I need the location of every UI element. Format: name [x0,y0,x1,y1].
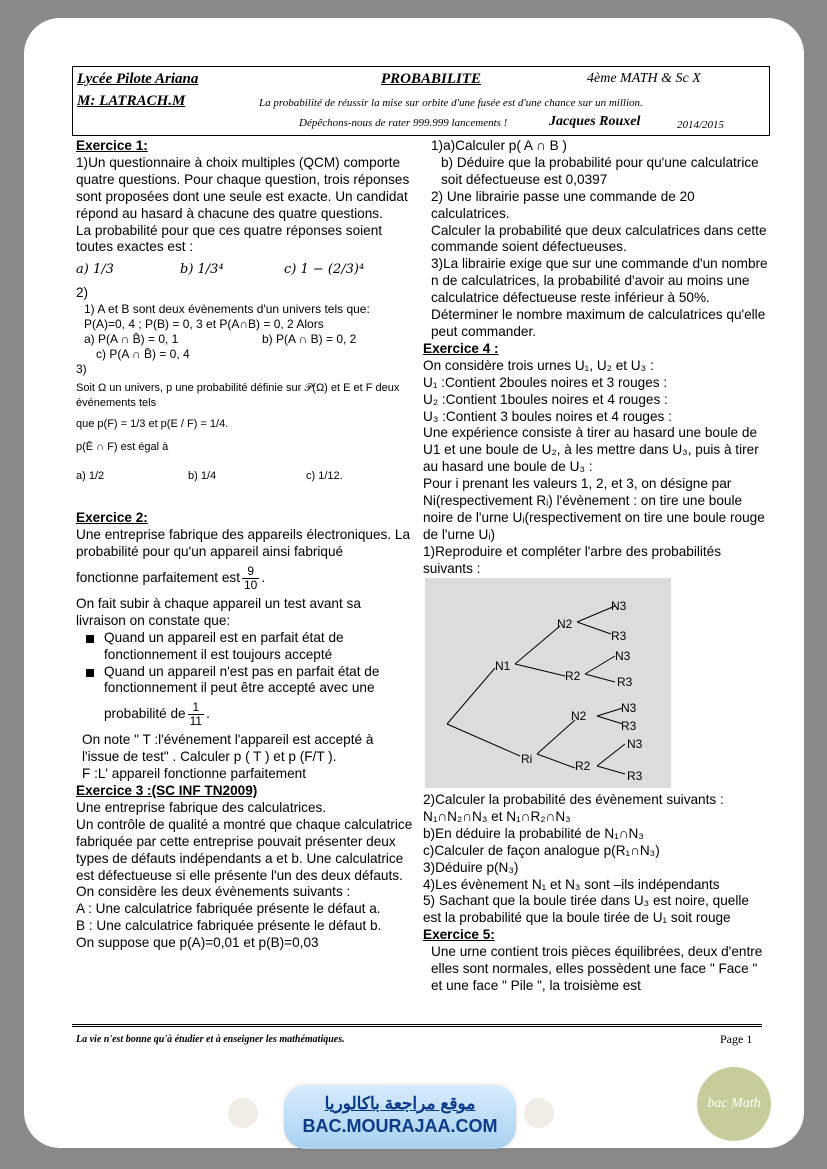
ex2-prob-text: probabilité de [104,706,186,722]
ex2-p1: Une entreprise fabrique des appareils électroniques. La probabilité pour qu'un appareil ainsi fabriqué [76,527,411,559]
ex1-q3-option-b: b) 1/4 [188,470,217,483]
ex1-option-a: a) 1/3 [76,262,114,278]
ex2-bullet-1-text: Quand un appareil est en parfait état de fonctionnement il est toujours accepté [104,629,344,662]
subject-title: PROBABILITE [381,71,482,87]
ex2-fraction-9-10 [242,565,259,592]
document-header [72,66,770,136]
ex1-q2-label: 2) [76,285,89,301]
tree-leaf-7: N3 [627,737,643,751]
ex4-u2: U₂ :Contient 1boules noires et 4 rouges : [423,391,668,407]
ex1-q1-options [76,262,414,279]
teacher-name: M: LATRACH.M [77,93,186,109]
fraction-numerator: 1 [188,701,204,715]
ex1-q3-text: Soit Ω un univers, p une probabilité définie sur 𝒫(Ω) et E et F deux événements tels [76,382,400,410]
left-column [76,138,414,952]
school-year: 2014/2015 [677,119,725,131]
right-column [423,138,768,578]
class-level: 4ème MATH & Sc X [587,71,701,86]
footer-motto: La vie n'est bonne qu'à étudier et à enseigner les mathématiques. [76,1034,345,1045]
ex4-q4: 4)Les évènement N₁ et N₃ sont –ils indépendants [423,876,720,892]
ex1-q1-prompt: La probabilité pour que ces quatre réponses soient toutes exactes est : [76,222,383,255]
tree-leaf-5: N3 [621,701,637,715]
exercise-2-title: Exercice 2: [76,510,148,526]
ex1-q2-options [76,332,414,347]
ex3-p4: A : Une calculatrice fabriquée présente le défaut a. [76,901,381,917]
ex3-q1b: b) Déduire que la probabilité pour qu'une calculatrice soit défectueuse est 0,0397 [441,154,759,187]
ex2-p3: On fait subir à chaque appareil un test avant sa livraison on constate que: [76,595,361,628]
ex1-q3-label: 3) [76,362,87,377]
site-url: BAC.MOURAJAA.COM [302,1116,498,1136]
tree-leaf-4: R3 [617,675,633,689]
site-name-arabic: موقع مراجعة باكالوريا [324,1094,476,1113]
tree-node-n2-top: N2 [557,617,573,631]
fraction-denominator: 10 [243,577,258,592]
ex1-q3-values: que p(F) = 1/3 et p(E / F) = 1/4. [76,418,229,431]
ex3-p1: Une entreprise fabrique des calculatrices. [76,799,327,815]
ex4-u3: U₃ :Contient 3 boules noires et 4 rouges : [423,408,672,424]
ex2-bullet-2-prob: probabilité de $\frac{1}{11}$ . [104,700,210,729]
ex3-q2b: Calculer la probabilité que deux calculatrices dans cette commande soient défectueuses. [431,222,767,255]
ex2-bullet-1 [76,630,414,664]
tree-node-ri: Ri [521,752,533,766]
ex5-p1: Une urne contient trois pièces équilibrées, deux d'entre elles sont normales, elles possèdent une face " Face " et une face " Pile ", la troisième est [431,944,763,993]
ex1-q2-text: 1) A et B sont deux évènements d'un univers tels que: [84,302,370,317]
ex4-p1: On considère trois urnes U₁, U₂ et U₃ : [423,357,654,373]
ex1-option-b: b) 1/3⁴ [180,262,224,278]
right-column-lower [423,792,768,995]
ex1-q2-option-c: c) P(A ∩ B̄) = 0, 4 [96,347,190,362]
ex4-p2: Une expérience consiste à tirer au hasard une boule de U1 et une boule de U₂, à les mettre dans U₃, puis à tirer au hasard une boule de U₃ : [423,425,759,475]
tree-node-r2-bottom: R2 [575,759,591,773]
tree-leaf-1: N3 [611,599,627,613]
ex3-p5: B : Une calculatrice fabriquée présente le défaut b. [76,918,382,934]
ex1-q3-option-a: a) 1/2 [76,470,105,483]
ex3-p3: On considère les deux évènements suivants : [76,884,351,900]
ex1-q2-values: P(A)=0, 4 ; P(B) = 0, 3 et P(A∩B) = 0, 2 Alors [84,317,324,332]
square-bullet-icon [86,635,94,643]
ex3-q3: 3)La librairie exige que sur une commande d'un nombre n de calculatrices, la probabilité d'avoir au moins une calculatrice défectueuse reste inférieur à 50%. Déterminer le nombre maximum de calculatrices qu'elle peut commander. [431,256,768,339]
tree-node-n1: N1 [495,659,511,673]
ex1-q3-prompt: p(Ē ∩ F) est égal à [76,441,169,454]
ex4-u1: U₁ :Contient 2boules noires et 3 rouges : [423,374,668,390]
ex2-p2: fonctionne parfaitement est $\frac{9}{10}$ . [76,563,266,592]
ex1-q1-text: 1)Un questionnaire à choix multiples (QCM) comporte quatre questions. Pour chaque question, trois réponses sont proposées dont une seule est exacte. Un candidat répond au hasard à chacune des quatre questions. [76,154,410,221]
exercise-3-title: Exercice 3 :(SC INF TN2009) [76,783,258,799]
ex2-note-2: F :L' appareil fonctionne parfaitement [82,766,307,782]
ex3-p2: Un contrôle de qualité a montré que chaque calculatrice fabriquée par cette entreprise pouvait présenter deux types de défauts indépendants a et b. Une calculatrice est défectueuse si elle présente l'un des deux défauts. [76,816,413,883]
ex1-q3-options [76,469,414,484]
ex3-p6: On suppose que p(A)=0,01 et p(B)=0,03 [76,935,319,951]
site-seal-left-icon [228,1098,258,1128]
ex2-fraction-1-11 [188,701,204,728]
page-number: Page 1 [720,1032,753,1046]
tree-leaf-2: R3 [611,629,627,643]
tree-node-n2-bottom: N2 [571,709,587,723]
ex1-option-c: c) 1 − (2/3)⁴ [284,262,365,278]
ex2-bullet-2 [76,664,414,698]
ex2-bullet-2-text: Quand un appareil n'est pas en parfait état de fonctionnement il peut être accepté avec une [104,663,380,696]
ex4-q5: 5) Sachant que la boule tirée dans U₃ est noire, quelle est la probabilité que la boule tirée de U₁ soit rouge [423,893,749,926]
fraction-numerator: 9 [242,565,259,579]
ex3-q2: 2) Une librairie passe une commande de 20 calculatrices. [431,188,695,221]
ex2-note-1: On note " T :l'événement l'appareil est accepté à l'issue de test" . Calculer p ( T ) et p (F/T ). [82,732,374,765]
square-bullet-icon [86,669,94,677]
tree-branches [425,578,671,788]
ex3-q1a: 1)a)Calculer p( A ∩ B ) [431,138,567,153]
fraction-denominator: 11 [189,714,203,729]
tree-leaf-6: R3 [621,719,637,733]
site-seal-right-icon [524,1098,554,1128]
exercise-4-title: Exercice 4 : [423,340,499,356]
bac-math-badge: bac Math [697,1067,771,1141]
quote-author: Jacques Rouxel [549,114,641,129]
ex4-q2: 2)Calculer la probabilité des évènement suivants : [423,792,724,807]
exercise-1-title: Exercice 1: [76,138,148,153]
site-banner-link[interactable] [284,1085,516,1149]
ex1-q2-option-a: a) P(A ∩ B̄) = 0, 1 [84,332,179,347]
tree-node-r2-top: R2 [565,669,581,683]
tree-leaf-3: N3 [615,649,631,663]
ex1-q3-block [76,381,414,484]
ex4-q3: 3)Déduire p(N₃) [423,859,519,875]
ex4-q2b: N₁∩N₂∩N₃ et N₁∩R₂∩N₃ [423,808,571,824]
ex1-q2-option-b: b) P(A ∩ B) = 0, 2 [262,332,357,347]
footer-divider [72,1024,762,1027]
quote-line-2: Dépêchons-nous de rater 999.999 lancements ! [299,117,508,129]
ex4-p3: Pour i prenant les valeurs 1, 2, et 3, on désigne par Ni(respectivement Rᵢ) l'évènement : on tire une boule noire de l'urne Uᵢ(respectivement on tire une boule rouge de l'urne Uᵢ) [423,476,765,542]
ex4-q1: 1)Reproduire et compléter l'arbre des probabilités suivants : [423,543,722,576]
ex2-p2-text: fonctionne parfaitement est [76,569,240,585]
school-name: Lycée Pilote Ariana [77,71,199,87]
exercise-5-title: Exercice 5: [423,927,495,943]
quote-line-1: La probabilité de réussir la mise sur orbite d'une fusée est d'une chance sur un million. [259,97,643,109]
tree-leaf-8: R3 [627,769,643,783]
ex4-q2d: c)Calculer de façon analogue p(R₁∩N₃) [423,842,660,858]
probability-tree [425,578,671,788]
ex1-q3-option-c: c) 1/12. [306,470,343,483]
ex4-q2c: b)En déduire la probabilité de N₁∩N₃ [423,825,644,841]
